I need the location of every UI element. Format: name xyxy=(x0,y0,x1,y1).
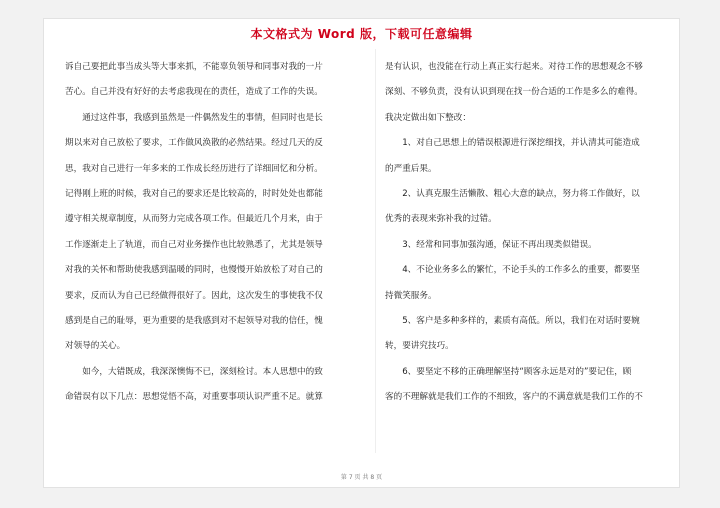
text-line: 工作逐渐走上了轨道，而自己对业务操作也比较熟悉了，尤其是领导 xyxy=(65,239,323,250)
text-line: 是有认识，也没能在行动上真正实行起来。对待工作的思想观念不够 xyxy=(385,62,643,72)
text-line: 3、经常和同事加强沟通，保证不再出现类似错误。 xyxy=(385,239,597,250)
text-line: 持微笑服务。 xyxy=(385,290,437,301)
text-line: 深刻、不够负责，没有认识到现在找一份合适的工作是多么的难得。 xyxy=(385,87,643,98)
text-line: 对领导的关心。 xyxy=(65,341,126,352)
document-page xyxy=(43,18,680,488)
text-line: 记得刚上班的时候，我对自己的要求还是比较高的，时时处处也都能 xyxy=(65,189,323,200)
text-line: 客的不理解就是我们工作的不细致，客户的不满意就是我们工作的不 xyxy=(385,392,643,403)
text-line: 我决定做出如下整改： xyxy=(385,112,471,123)
text-line: 6、要坚定不移的正确理解坚持“顾客永远是对的”要记住，顾 xyxy=(385,366,632,377)
text-line: 命错误有以下几点：思想觉悟不高，对重要事项认识严重不足。就算 xyxy=(65,392,323,403)
text-line: 期以来对自己放松了要求，工作做风涣散的必然结果。经过几天的反 xyxy=(65,138,323,149)
text-line: 5、客户是多种多样的，素质有高低。所以，我们在对话时要婉 xyxy=(385,316,640,327)
text-line: 通过这件事，我感到虽然是一件偶然发生的事情，但同时也是长 xyxy=(65,112,323,123)
text-line: 优秀的表现来弥补我的过错。 xyxy=(385,214,497,225)
page-title: 本文格式为 Word 版，下载可任意编辑 xyxy=(250,27,473,41)
text-line: 要求，反而认为自己已经做得很好了。因此，这次发生的事使我不仅 xyxy=(65,290,323,301)
text-line: 思，我对自己进行一年多来的工作成长经历进行了详细回忆和分析。 xyxy=(65,163,323,174)
text-line: 遵守相关规章制度，从而努力完成各项工作。但最近几个月来，由于 xyxy=(65,214,323,225)
column-divider xyxy=(375,49,376,453)
text-line: 转，要讲究技巧。 xyxy=(385,341,454,352)
text-line: 如今，大错既成，我深深懊悔不已，深刻检讨。本人思想中的致 xyxy=(65,366,323,377)
page-number: 第 7 页 共 8 页 xyxy=(340,474,383,481)
left-text-column xyxy=(65,55,363,411)
text-line: 对我的关怀和帮助使我感到温暖的同时，也慢慢开始放松了对自己的 xyxy=(65,265,323,276)
text-line: 苦心。自己并没有好好的去考虑我现在的责任，造成了工作的失误。 xyxy=(65,87,323,98)
text-line: 2、认真克服生活懒散、粗心大意的缺点，努力将工作做好，以 xyxy=(385,189,640,200)
text-line: 4、不论业务多么的繁忙，不论手头的工作多么的重要，都要坚 xyxy=(385,265,640,276)
text-line: 1、对自己思想上的错误根源进行深挖细找，并认清其可能造成 xyxy=(385,138,640,149)
text-line: 的严重后果。 xyxy=(385,163,437,174)
text-line: 诉自己要把此事当成头等大事来抓，不能辜负领导和同事对我的一片 xyxy=(65,62,323,72)
right-text-column xyxy=(385,55,678,411)
text-line: 感到是自己的耻辱，更为重要的是我感到对不起领导对我的信任，愧 xyxy=(65,316,323,327)
